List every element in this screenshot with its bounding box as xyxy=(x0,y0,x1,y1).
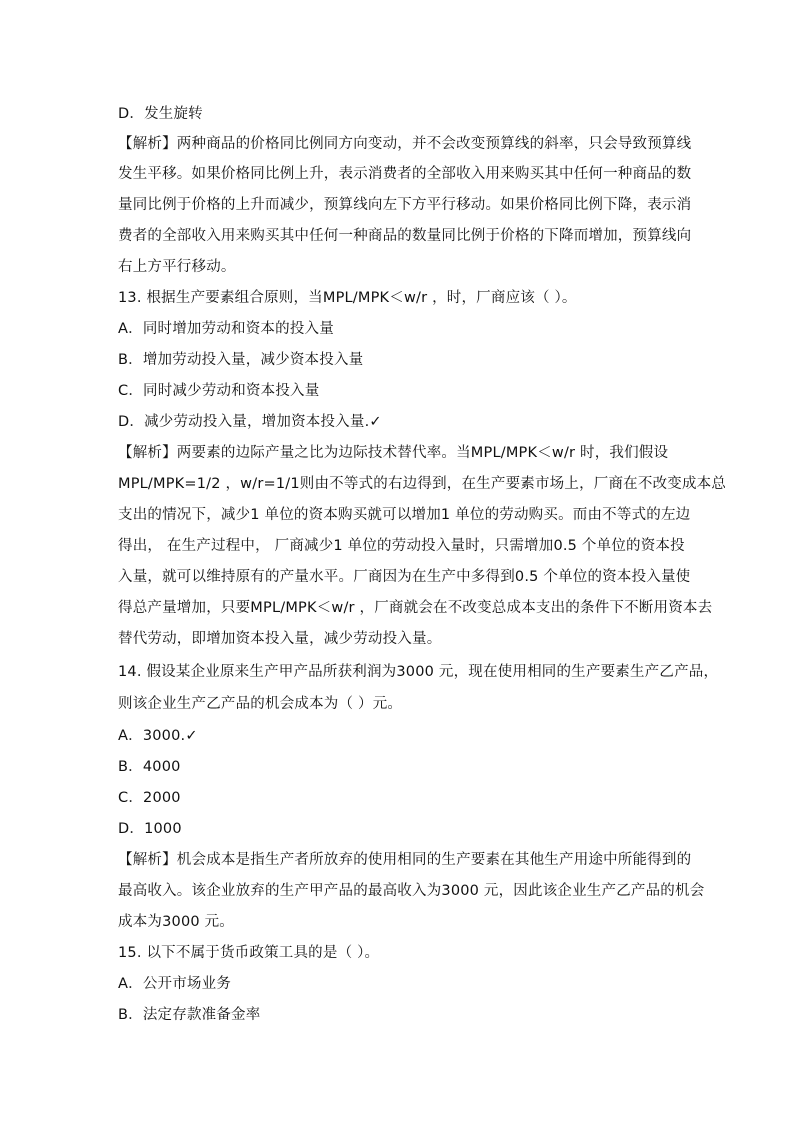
option-d-q13: D．减少劳动投入量，增加资本投入量.✓ xyxy=(118,414,382,430)
option-a-q14: A．3000.✓ xyxy=(118,728,198,744)
option-c-q14: C．2000 xyxy=(118,790,181,806)
option-a-q15: A．公开市场业务 xyxy=(118,976,232,992)
option-c-q13: C．同时减少劳动和资本投入量 xyxy=(118,383,320,399)
analysis-q12-line-5: 右上方平行移动。 xyxy=(118,259,236,275)
analysis-q13-line-1: 【解析】两要素的边际产量之比为边际技术替代率。当MPL/MPK＜w/r 时，我们假设 xyxy=(118,445,669,461)
analysis-q13-line-6: 得总产量增加，只要MPL/MPK＜w/r ，厂商就会在不改变总成本支出的条件下不断用资本去 xyxy=(118,600,713,616)
analysis-q12-line-4: 费者的全部收入用来购买其中任何一种商品的数量同比例于价格的下降而增加，预算线向 xyxy=(118,228,692,244)
analysis-q14-line-2: 最高收入。该企业放弃的生产甲产品的最高收入为3000 元，因此该企业生产乙产品的机会 xyxy=(118,883,705,899)
question-14-line-2: 则该企业生产乙产品的机会成本为（ ）元。 xyxy=(118,696,403,712)
option-b-q15: B．法定存款准备金率 xyxy=(118,1007,261,1023)
option-b-q14: B．4000 xyxy=(118,759,181,775)
analysis-q13-line-4: 得出， 在生产过程中， 厂商减少1 单位的劳动投入量时，只需增加0.5 个单位的资本投 xyxy=(118,538,685,554)
question-13: 13. 根据生产要素组合原则，当MPL/MPK＜w/r ，时，厂商应该（ ）。 xyxy=(118,290,577,306)
analysis-q12-line-1: 【解析】两种商品的价格同比例同方向变动，并不会改变预算线的斜率，只会导致预算线 xyxy=(118,136,692,152)
analysis-q14-line-3: 成本为3000 元。 xyxy=(118,914,235,930)
analysis-q12-line-3: 量同比例于价格的上升而减少，预算线向左下方平行移动。如果价格同比例下降，表示消 xyxy=(118,197,692,213)
analysis-q12-line-2: 发生平移。如果价格同比例上升，表示消费者的全部收入用来购买其中任何一种商品的数 xyxy=(118,166,692,182)
question-14-line-1: 14. 假设某企业原来生产甲产品所获利润为3000 元，现在使用相同的生产要素生产乙产品， xyxy=(118,664,719,680)
option-a-q13: A．同时增加劳动和资本的投入量 xyxy=(118,321,334,337)
analysis-q13-line-5: 入量，就可以维持原有的产量水平。厂商因为在生产中多得到0.5 个单位的资本投入量使 xyxy=(118,569,691,585)
option-d-q14: D．1000 xyxy=(118,821,182,837)
analysis-q13-line-2: MPL/MPK=1/2 ，w/r=1/1则由不等式的右边得到，在生产要素市场上，厂商在不改变成本总 xyxy=(118,476,727,492)
option-d-q12: D．发生旋转 xyxy=(118,106,203,122)
analysis-q13-line-7: 替代劳动，即增加资本投入量，减少劳动投入量。 xyxy=(118,631,442,647)
option-b-q13: B．增加劳动投入量，减少资本投入量 xyxy=(118,352,364,368)
analysis-q14-line-1: 【解析】机会成本是指生产者所放弃的使用相同的生产要素在其他生产用途中所能得到的 xyxy=(118,852,692,868)
question-15: 15. 以下不属于货币政策工具的是（ ）。 xyxy=(118,945,380,961)
analysis-q13-line-3: 支出的情况下，减少1 单位的资本购买就可以增加1 单位的劳动购买。而由不等式的左边 xyxy=(118,507,691,523)
